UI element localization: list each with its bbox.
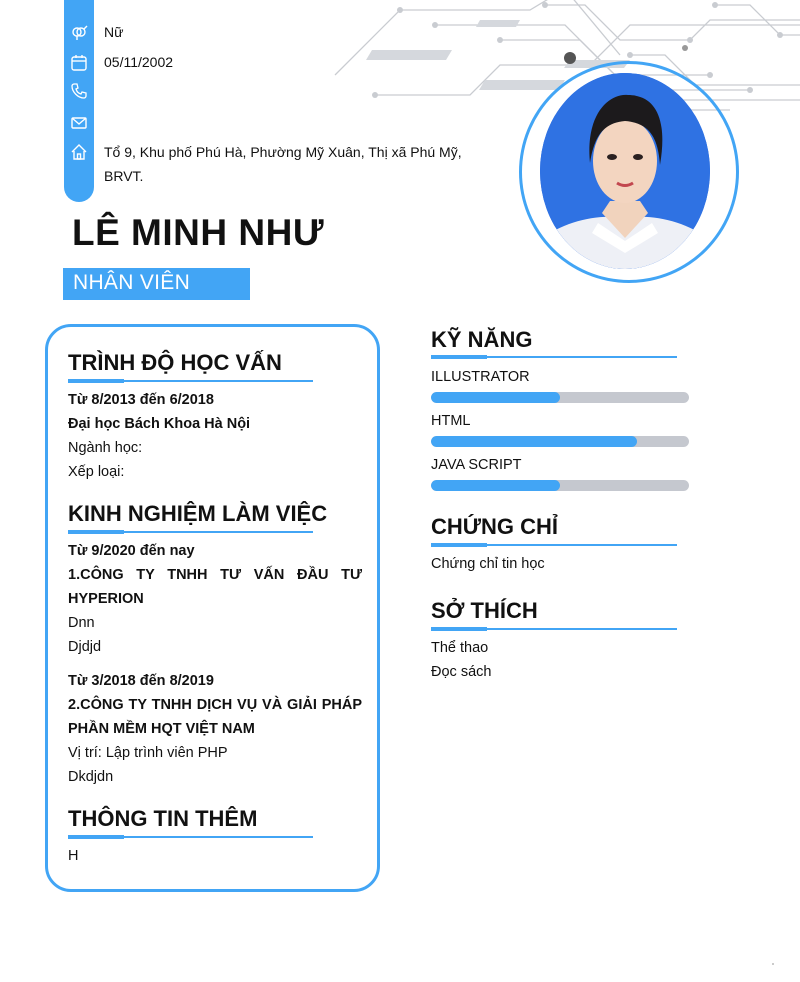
full-name: LÊ MINH NHƯ: [72, 212, 325, 253]
phone-icon: [70, 82, 88, 100]
skill-label: ILLUSTRATOR: [431, 369, 530, 385]
hobbies-title: SỞ THÍCH: [431, 598, 538, 623]
education-major: Ngành học:: [68, 440, 143, 456]
role-text: NHÂN VIÊN: [73, 271, 191, 294]
job-1-detail: Dnn: [68, 615, 95, 631]
skills-divider: [431, 356, 677, 358]
job-1-period: Từ 9/2020 đến nay: [68, 543, 195, 559]
certificate-item: Chứng chỉ tin học: [431, 556, 545, 572]
skill-label: HTML: [431, 413, 471, 429]
experience-title: KINH NGHIỆM LÀM VIỆC: [68, 501, 328, 526]
hobby-item: Thể thao: [431, 640, 489, 656]
job-2-company: 2.CÔNG TY TNHH DỊCH VỤ VÀ GIẢI PHÁP: [68, 697, 362, 713]
decor-dot: [772, 963, 774, 965]
skill-bar-fill: [431, 436, 637, 447]
home-icon: [70, 143, 88, 161]
certificates-divider: [431, 544, 677, 546]
skill-bar-fill: [431, 480, 560, 491]
education-title: TRÌNH ĐỘ HỌC VẤN: [68, 350, 282, 375]
gender-icon: [70, 23, 88, 41]
skills-title: KỸ NĂNG: [431, 327, 533, 352]
job-1-company-cont: HYPERION: [68, 591, 144, 607]
skill-bar-track: [431, 436, 689, 447]
address-line2: BRVT.: [104, 168, 144, 184]
skill-bar-fill: [431, 392, 560, 403]
experience-divider: [68, 531, 313, 533]
job-2-detail: Vị trí: Lập trình viên PHP: [68, 745, 228, 761]
extra-text: H: [68, 848, 79, 864]
address-line1: Tổ 9, Khu phố Phú Hà, Phường Mỹ Xuân, Thị xã Phú Mỹ,: [104, 144, 462, 160]
education-period: Từ 8/2013 đến 6/2018: [68, 392, 214, 408]
job-2-company-cont: PHẦN MỀM HQT VIỆT NAM: [68, 721, 255, 737]
profile-photo: [540, 73, 710, 269]
calendar-icon: [70, 54, 88, 72]
hobbies-divider: [431, 628, 677, 630]
job-1-company: 1.CÔNG TY TNHH TƯ VẤN ĐẦU TƯ: [68, 567, 362, 583]
extra-divider: [68, 836, 313, 838]
role-badge: [63, 268, 250, 300]
education-school: Đại học Bách Khoa Hà Nội: [68, 416, 251, 432]
skill-bar-track: [431, 480, 689, 491]
job-2-period: Từ 3/2018 đến 8/2019: [68, 673, 214, 689]
extra-title: THÔNG TIN THÊM: [68, 806, 258, 831]
certificates-title: CHỨNG CHỈ: [431, 514, 559, 539]
skill-bar-track: [431, 392, 689, 403]
gender-text: Nữ: [104, 24, 124, 40]
education-grade: Xếp loại:: [68, 464, 125, 480]
hobby-item: Đọc sách: [431, 664, 492, 680]
portrait-illustration: [540, 73, 710, 269]
job-1-detail-2: Djdjd: [68, 639, 102, 655]
dob-text: 05/11/2002: [104, 54, 174, 70]
job-2-detail-2: Dkdjdn: [68, 769, 114, 785]
education-divider: [68, 380, 313, 382]
email-icon: [70, 114, 88, 132]
skill-label: JAVA SCRIPT: [431, 457, 522, 473]
